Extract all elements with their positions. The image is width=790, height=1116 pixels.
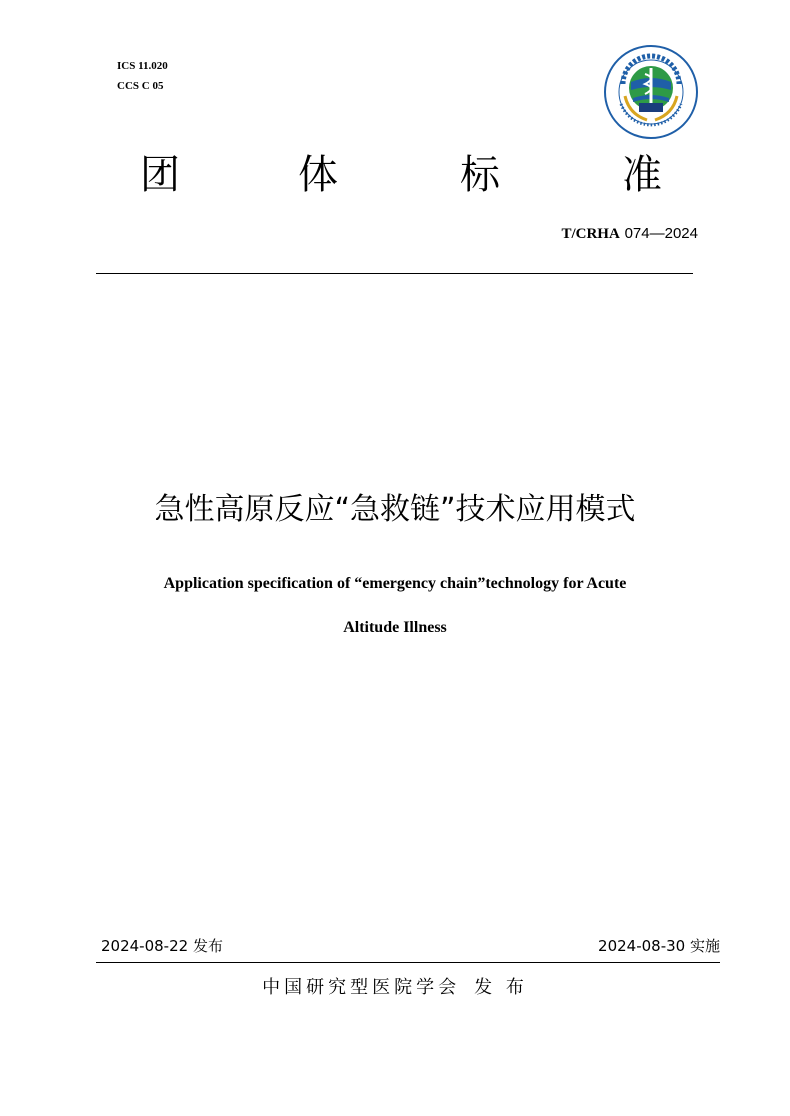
standard-prefix: T/CRHA bbox=[561, 226, 620, 242]
publish-date: 2024-08-22 发布 bbox=[101, 937, 223, 955]
classification-codes bbox=[117, 56, 168, 96]
implement-date: 2024-08-30 实施 bbox=[598, 937, 720, 955]
doc-type-char: 标 bbox=[460, 152, 500, 198]
chinese-title: 急性高原反应“急救链”技术应用模式 bbox=[154, 492, 636, 527]
ccs-code: CCS C 05 bbox=[117, 80, 164, 92]
standard-number bbox=[561, 224, 698, 243]
publisher-line bbox=[0, 973, 790, 999]
standard-code: 074—2024 bbox=[624, 225, 698, 242]
header-divider bbox=[96, 273, 693, 274]
doc-type-char: 团 bbox=[140, 152, 180, 198]
publisher-action: 发 布 bbox=[474, 977, 528, 998]
english-title-line2: Altitude Illness bbox=[343, 619, 447, 636]
document-type-title bbox=[0, 150, 790, 200]
doc-type-char: 准 bbox=[622, 152, 662, 198]
footer-divider bbox=[96, 962, 720, 963]
publisher-org: 中国研究型医院学会 bbox=[262, 977, 461, 998]
english-title-line1: Application specification of “emergency chain”technology for Acute bbox=[163, 575, 627, 592]
crha-logo bbox=[603, 44, 699, 140]
ics-code: ICS 11.020 bbox=[117, 60, 168, 72]
doc-type-char: 体 bbox=[298, 152, 338, 198]
